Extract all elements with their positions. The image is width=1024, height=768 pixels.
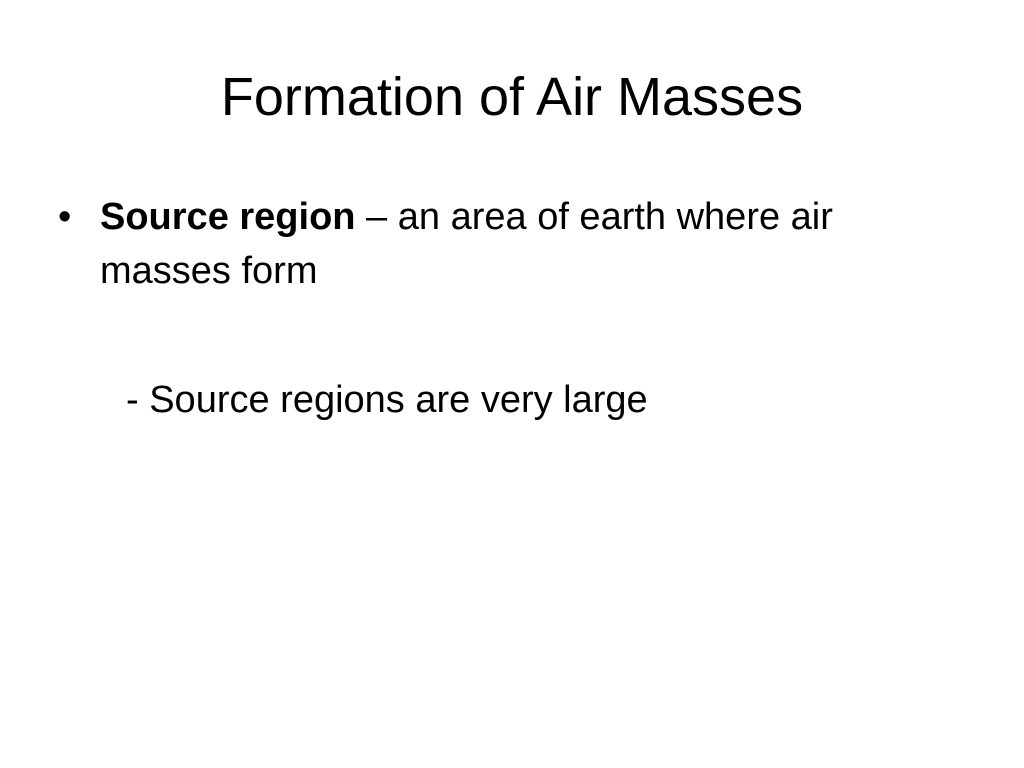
sub-point: - Source regions are very large: [126, 379, 648, 421]
bullet-term: Source region: [100, 196, 356, 238]
bullet-item: [58, 190, 958, 298]
bullet-marker: •: [58, 196, 72, 238]
bullet-list: [58, 190, 958, 298]
bullet-definition: – an area of earth where air masses form: [100, 196, 833, 292]
slide-title: Formation of Air Masses: [220, 67, 804, 127]
